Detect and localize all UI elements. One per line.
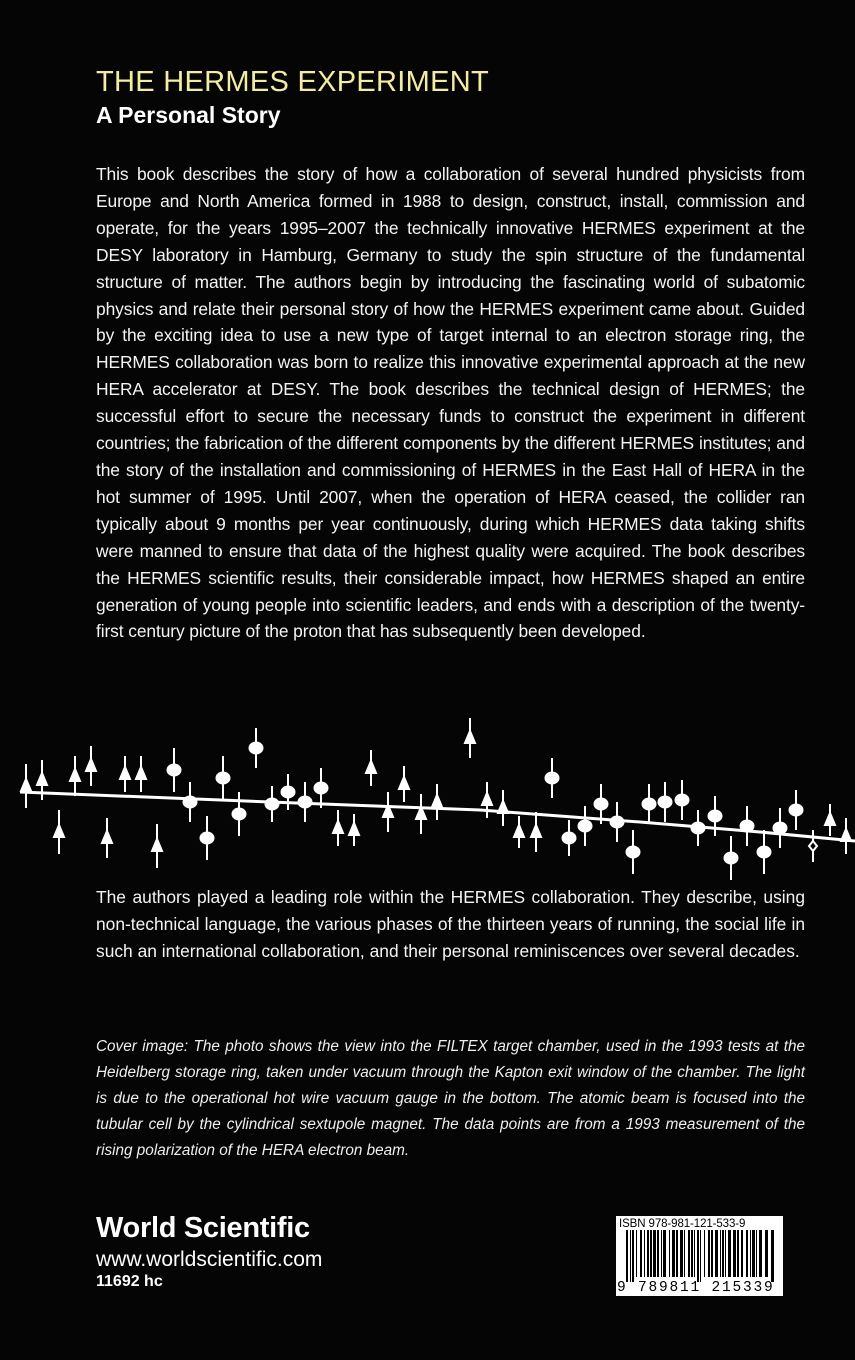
barcode-bar (644, 1230, 645, 1277)
data-point-marker (709, 811, 722, 822)
product-code: 11692 hc (96, 1273, 163, 1290)
data-point-marker (102, 831, 112, 843)
data-point-marker (546, 773, 559, 784)
barcode-bar (720, 1230, 721, 1277)
data-point-marker (70, 769, 80, 781)
barcode-bar (650, 1230, 652, 1277)
barcode-bar (752, 1230, 755, 1277)
barcode-bar (636, 1230, 637, 1277)
barcode-bar (711, 1230, 713, 1277)
data-point-marker (432, 795, 442, 807)
barcode-bar (657, 1230, 659, 1277)
data-point-marker (841, 829, 851, 841)
data-point-marker (201, 833, 214, 844)
barcode-bar (750, 1230, 751, 1277)
data-point-marker (168, 765, 181, 776)
data-point-marker (120, 767, 130, 779)
barcode-digits: 9 789811 215339 (617, 1280, 775, 1296)
data-point-marker (514, 825, 524, 837)
data-point-marker (233, 809, 246, 820)
barcode-bar (756, 1230, 757, 1277)
barcode-bar (640, 1230, 642, 1277)
barcode-bar (746, 1230, 748, 1277)
barcode-bar (765, 1230, 768, 1277)
data-point-marker (595, 799, 608, 810)
book-description: This book describes the story of how a collaboration of several hundred physicists from Europe and North America formed in 1988 to design, construct, install, commission and operate, for the years 1995–2007 the technically innovative HERMES experiment at the DESY laboratory in Hamburg, Germany to study the spin structure of the fundamental structure of matter. The authors begin by introducing the fascinating world of subatomic physics and relate their personal story of how the HERMES experiment came about. Guided by the exciting idea to use a new type of target internal to an electron storage ring, the HERMES collaboration was born to realize this innovative experimental approach at the new HERA accelerator at DESY. The book describes the technical design of HERMES; the successful effort to secure the necessary funds to construct the experiment in different countries; the fabrication of the different components by the different HERMES institutes; and the story of the installation and commissioning of HERMES in the East Hall of HERA in the hot summer of 1995. Until 2007, when the operation of HERA ceased, the collider ran typically about 9 months per year continuously, during which HERMES data taking shifts were manned to ensure that data of the highest quality were acquired. The book describes the HERMES scientific results, their considerable impact, how HERMES shaped an entire generation of young people into scientific leaders, and ends with a description of the twenty-first century picture of the proton that has subsequently been developed. (96, 164, 805, 642)
data-point-marker (482, 793, 492, 805)
data-point-marker (531, 825, 541, 837)
data-point-marker (136, 767, 146, 779)
data-point-marker (250, 743, 263, 754)
barcode-bar (647, 1230, 649, 1277)
data-point-marker (349, 823, 359, 835)
barcode-bar (737, 1230, 739, 1277)
data-point-marker (498, 801, 508, 813)
barcode-bar (632, 1230, 634, 1282)
data-point-marker (37, 773, 47, 785)
barcode-bars (616, 1230, 783, 1282)
barcode-bar (672, 1230, 675, 1277)
book-subtitle: A Personal Story (96, 102, 281, 128)
isbn-barcode (616, 1216, 783, 1296)
isbn-label: ISBN 978-981-121-533-9 (619, 1218, 746, 1230)
data-point-marker (790, 805, 803, 816)
barcode-bar (691, 1230, 693, 1277)
polarization-data-plot (0, 710, 855, 880)
barcode-bar (694, 1230, 695, 1277)
book-title: THE HERMES EXPERIMENT (96, 66, 490, 98)
barcode-bar (741, 1230, 743, 1277)
data-point-marker (563, 833, 576, 844)
data-point-marker (579, 821, 592, 832)
barcode-bar (684, 1230, 685, 1277)
barcode-bar (771, 1230, 774, 1282)
barcode-bar (700, 1230, 701, 1282)
data-point-marker (465, 731, 475, 743)
authors-paragraph: The authors played a leading role within the HERMES collaboration. They describe, using non-technical language, the various phases of the thirteen years of running, the social life in such an international collaboration, and their personal reminiscences over several decades. (96, 887, 805, 961)
barcode-bar (733, 1230, 736, 1277)
data-point-marker (152, 839, 162, 851)
barcode-bar (630, 1230, 631, 1282)
barcode-bar (728, 1230, 731, 1277)
data-point-marker (315, 783, 328, 794)
barcode-bar (715, 1230, 718, 1277)
barcode-bar (697, 1230, 699, 1282)
data-point-marker (809, 841, 817, 851)
data-point-marker (676, 795, 689, 806)
data-point-marker (184, 797, 197, 808)
barcode-bar (661, 1230, 662, 1277)
data-point-marker (21, 779, 31, 791)
data-point-marker (758, 847, 771, 858)
data-point-marker (266, 799, 279, 810)
data-point-marker (54, 825, 64, 837)
data-point-marker (741, 821, 754, 832)
data-point-marker (659, 797, 672, 808)
data-point-marker (217, 773, 230, 784)
data-point-marker (299, 797, 312, 808)
barcode-bar (725, 1230, 726, 1277)
data-point-marker (611, 817, 624, 828)
barcode-bar (688, 1230, 690, 1277)
data-point-marker (725, 853, 738, 864)
barcode-bar (680, 1230, 683, 1277)
data-point-marker (774, 823, 787, 834)
data-point-marker (627, 847, 640, 858)
barcode-bar (669, 1230, 670, 1277)
data-point-marker (643, 799, 656, 810)
barcode-bar (704, 1230, 705, 1277)
barcode-bar (722, 1230, 724, 1277)
data-point-marker (692, 823, 705, 834)
publisher-name: World Scientific (96, 1212, 310, 1244)
barcode-bar (626, 1230, 628, 1282)
barcode-bar (676, 1230, 678, 1277)
publisher-website[interactable]: www.worldscientific.com (96, 1248, 323, 1271)
data-point-marker (399, 777, 409, 789)
barcode-bar (759, 1230, 762, 1277)
data-point-marker (825, 813, 835, 825)
data-point-marker (366, 761, 376, 773)
data-point-marker (282, 787, 295, 798)
barcode-bar (653, 1230, 656, 1277)
barcode-bar (708, 1230, 710, 1277)
barcode-bar (663, 1230, 666, 1277)
cover-image-caption: Cover image: The photo shows the view into the FILTEX target chamber, used in the 1993 tests at the Heidelberg storage ring, taken under vacuum through the Kapton exit window of the chamber. The light is due to the operational hot wire vacuum gauge in the bottom. The atomic beam is focused into the tubular cell by the cylindrical sextupole magnet. The data points are from a 1993 measurement of the rising polarization of the HERA electron beam. (96, 1038, 805, 1160)
data-point-marker (333, 821, 343, 833)
data-point-marker (86, 759, 96, 771)
